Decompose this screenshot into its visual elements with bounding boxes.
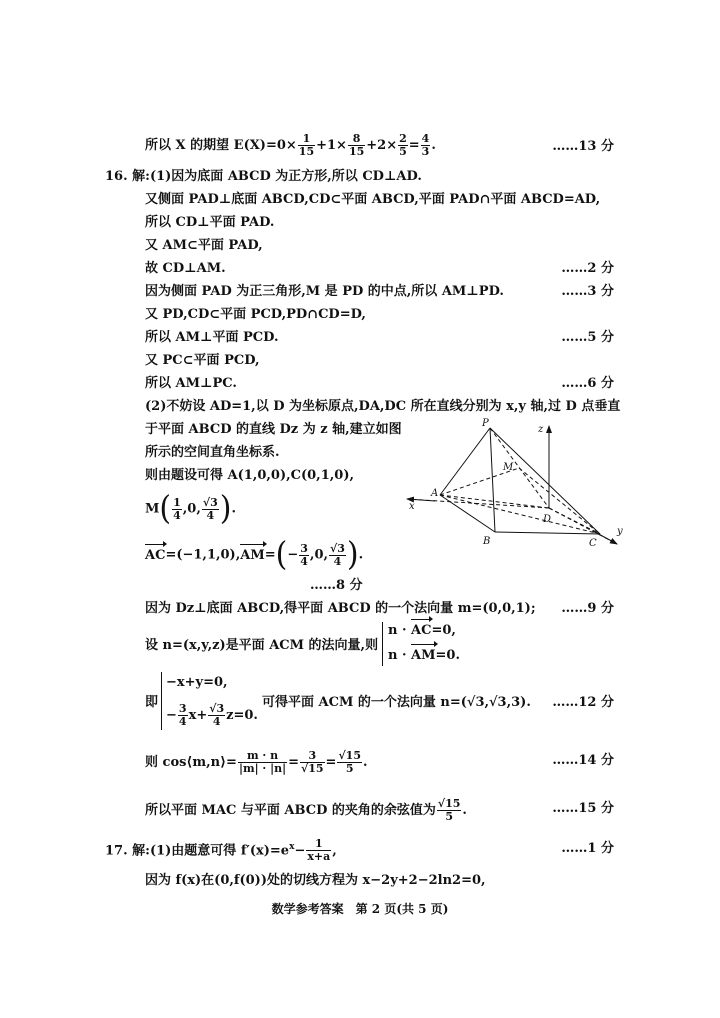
problem-16-line-7: 又 PD,CD⊂平面 PCD,PD∩CD=D, xyxy=(145,307,366,322)
problem-16-line-13: 所示的空间直角坐标系. xyxy=(145,445,280,460)
conclusion-line: 所以平面 MAC 与平面 ABCD 的夹角的余弦值为 $\frac{√15}{5}$ . xyxy=(145,797,467,823)
edge-pb xyxy=(490,428,495,532)
score-2: ……2 分 xyxy=(561,261,614,276)
problem-16-line-12: 于平面 ABCD 的直线 Dz 为 z 轴,建立如图 xyxy=(145,422,402,437)
problem-16-line-1: 16. 解:(1)因为底面 ABCD 为正方形,所以 CD⊥AD. xyxy=(105,169,422,184)
score-15: ……15 分 xyxy=(552,801,614,816)
problem-16-line-4: 又 AM⊂平面 PAD, xyxy=(145,238,263,253)
label-a: A xyxy=(431,488,439,499)
score-12: ……12 分 xyxy=(552,695,614,710)
system-1-eq-2: n · AM=0. xyxy=(388,648,460,663)
score-3: ……3 分 xyxy=(561,284,614,299)
label-b: B xyxy=(483,536,491,547)
cosine-line: 则 cos⟨m,n⟩= $\frac{m \cdot n}{|m| \cdot |n|}$ = $\frac{3}{√15}$ = $\frac{√15}{5}$ . xyxy=(145,749,368,775)
system-brace-2 xyxy=(161,672,162,730)
normal-n-result: 可得平面 ACM 的一个法向量 n=(√3,√3,3). xyxy=(262,695,531,710)
point-m-coordinates: M( $\frac{1}{4}$ ,0, $\frac{√3}{4}$ ). xyxy=(145,489,237,528)
problem-17-line-2: 因为 f(x)在(0,f(0))处的切线方程为 x−2y+2−2ln2=0, xyxy=(145,873,486,888)
edge-dc xyxy=(549,508,600,534)
normal-m-line: 因为 Dz⊥底面 ABCD,得平面 ABCD 的一个法向量 m=(0,0,1); xyxy=(145,601,536,616)
score-14: ……14 分 xyxy=(552,753,614,768)
pyramid-figure xyxy=(395,412,625,552)
score-8: ……8 分 xyxy=(310,578,363,593)
score-9: ……9 分 xyxy=(561,601,614,616)
label-d: D xyxy=(543,514,552,525)
system-2-ji: 即 xyxy=(145,695,159,710)
score-5: ……5 分 xyxy=(561,330,614,345)
problem-17-line-1: 17. 解:(1)由题意可得 $f'(x)=e^x-$ $\frac{1}{x+a}$ , xyxy=(105,837,337,864)
score-13: ……13 分 xyxy=(552,139,614,154)
problem-16-line-6: 因为侧面 PAD 为正三角形,M 是 PD 的中点,所以 AM⊥PD. xyxy=(145,284,504,299)
label-y: y xyxy=(617,526,623,537)
label-p: P xyxy=(482,418,489,429)
problem-16-line-2: 又侧面 PAD⊥底面 ABCD,CD⊂平面 ABCD,平面 PAD∩平面 ABCD=AD, xyxy=(145,192,601,207)
problem-16-line-11: (2)不妨设 AD=1,以 D 为坐标原点,DA,DC 所在直线分别为 x,y 轴,过 D 点垂直 xyxy=(145,399,621,414)
system-1-eq-1: n · AC=0, xyxy=(388,623,456,638)
edge-pa xyxy=(440,428,490,495)
problem-16-line-9: 又 PC⊂平面 PCD, xyxy=(145,353,260,368)
normal-n-line: 设 n=(x,y,z)是平面 ACM 的法向量,则 xyxy=(145,638,379,653)
problem-16-line-14: 则由题设可得 A(1,0,0),C(0,1,0), xyxy=(145,468,354,483)
label-x: x xyxy=(409,501,415,512)
page-footer: 数学参考答案 第 2 页(共 5 页) xyxy=(271,902,449,916)
label-m: M xyxy=(503,462,514,473)
system-brace-1 xyxy=(382,622,383,666)
problem-16-line-10: 所以 AM⊥PC. xyxy=(145,376,237,391)
score-1: ……1 分 xyxy=(561,841,614,856)
problem-16-line-8: 所以 AM⊥平面 PCD. xyxy=(145,330,279,345)
edge-ab xyxy=(440,495,495,532)
vector-ac-am-line: AC=(−1,1,0),AM=(− $\frac{3}{4}$ ,0, $\frac{√3}{4}$ ). xyxy=(145,535,364,574)
score-6: ……6 分 xyxy=(561,376,614,391)
edge-bc xyxy=(495,532,600,534)
problem-16-line-5: 故 CD⊥AM. xyxy=(145,261,226,276)
expectation-line: 所以 X 的期望 E(X)=0× $\frac{1}{15}$ +1× $\frac{8}{15}$ +2× $\frac{2}{5}$ = $\frac{4}{3}$ . xyxy=(145,132,436,158)
label-z: z xyxy=(538,424,544,435)
problem-16-line-3: 所以 CD⊥平面 PAD. xyxy=(145,215,275,230)
label-c: C xyxy=(589,538,597,549)
system-2-eq-2: − $\frac{3}{4}$ x+ $\frac{√3}{4}$ z=0. xyxy=(166,702,258,728)
system-2-eq-1: −x+y=0, xyxy=(166,675,228,690)
